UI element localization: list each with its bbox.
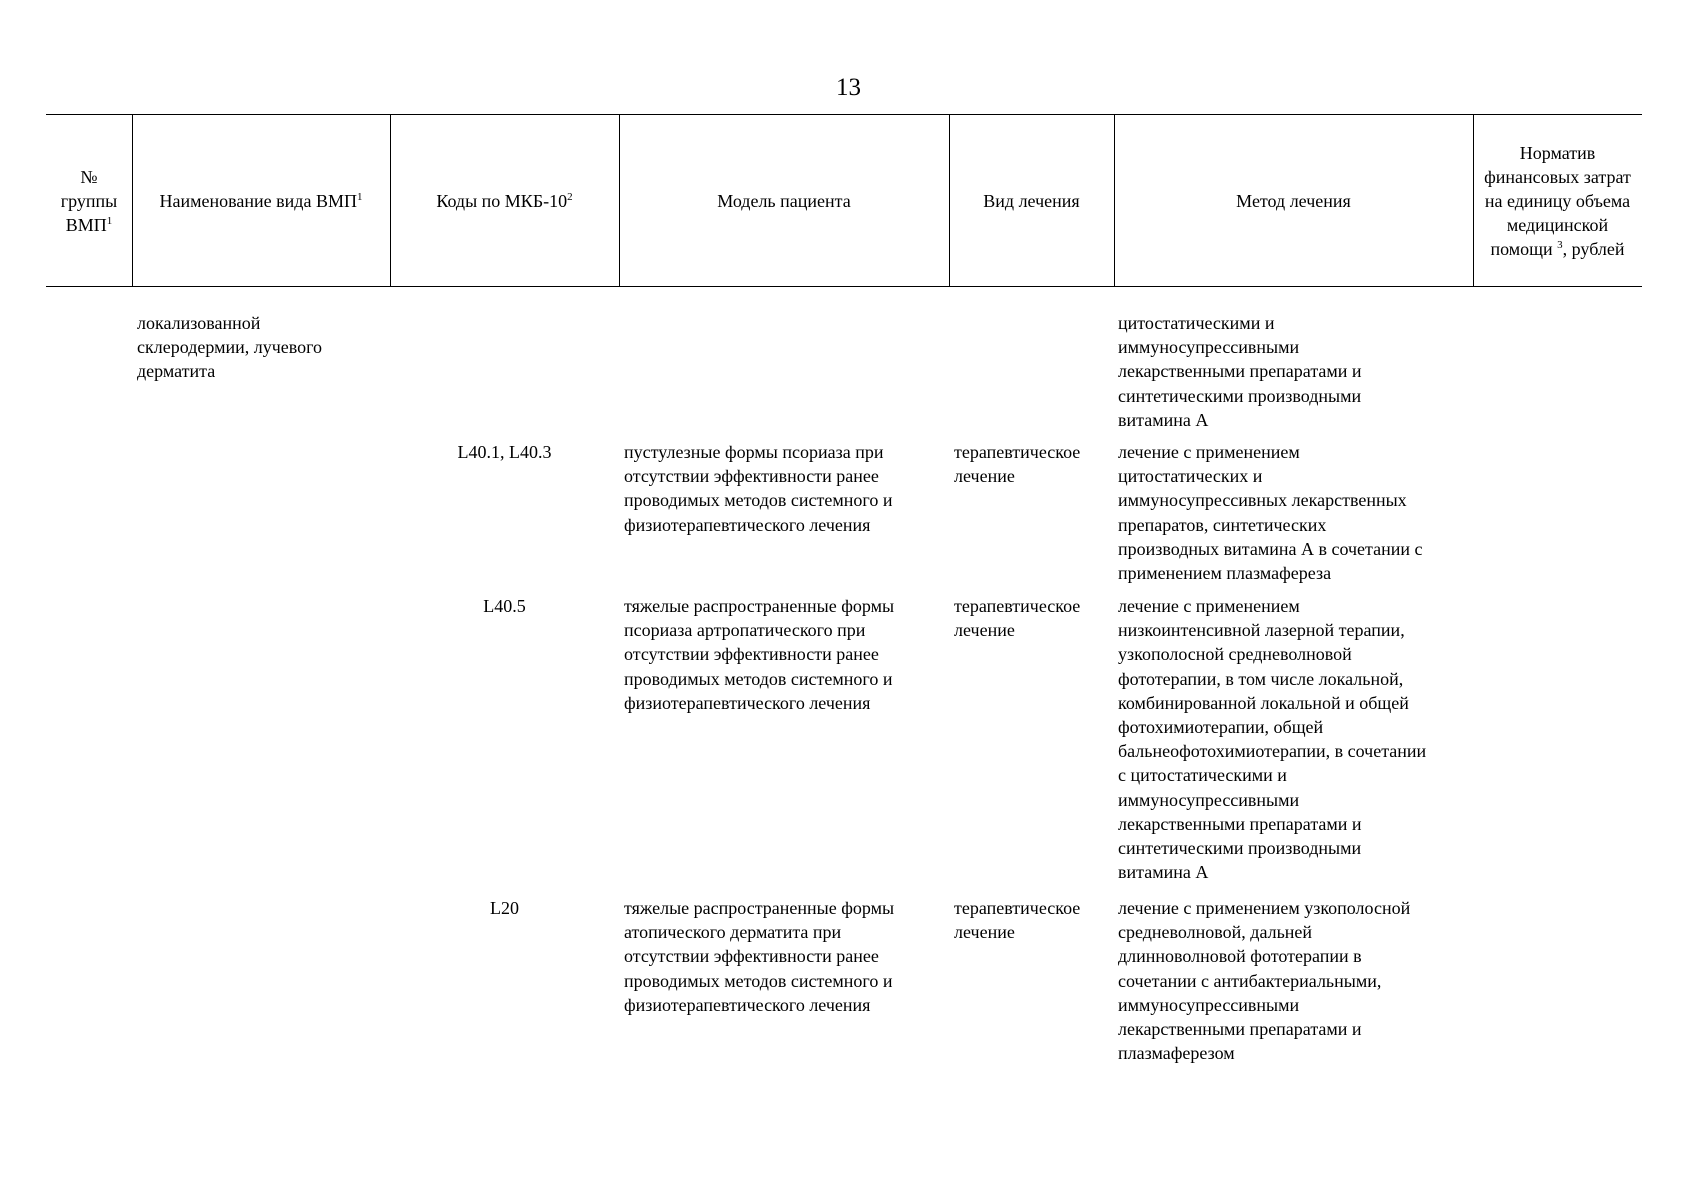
header-treatment-type: Вид лечения: [983, 190, 1080, 211]
treatment-type-cell: терапевтическое лечение: [954, 898, 1081, 943]
method-cell: лечение с применением цитостатических и иммуносупрессивных лекарственных препаратов, синтетических производных витамина А в сочетании с применением плазмафереза: [1118, 442, 1423, 584]
method-cell: лечение с применением узкополосной средневолновой, дальней длинноволновой фототерапии в сочетании с антибактериальными, иммуносупрессивными лекарственными препаратами и плазмаферезом: [1118, 898, 1411, 1064]
method-cell: цитостатическими и иммуносупрессивными лекарственными препаратами и синтетическими производными витамина А: [1118, 313, 1362, 430]
patient-model-cell: тяжелые распространенные формы атопического дерматита при отсутствии эффективности ранее проводимых методов системного и физиотерапевтического лечения: [624, 898, 895, 1015]
header-patient-model: Модель пациента: [717, 190, 851, 211]
treatment-type-cell: терапевтическое лечение: [954, 442, 1081, 487]
icd-code-cell: L40.5: [483, 596, 526, 616]
table-header: [46, 114, 1642, 287]
patient-model-cell: тяжелые распространенные формы псориаза артропатического при отсутствии эффективности ранее проводимых методов системного и физиотерапевтического лечения: [624, 596, 895, 713]
icd-code-cell: L40.1, L40.3: [457, 442, 552, 462]
header-icd-codes: Коды по МКБ-$10^2$: [436, 190, 573, 211]
header-vmp-name: Наименование вида ВМП$^1$: [159, 190, 363, 211]
header-cost-norm: Норматив финансовых затрат на единицу объема медицинской помощи $^3$, рублей: [1484, 142, 1631, 259]
vmp-name-cell: локализованной склеродермии, лучевого дерматита: [137, 313, 323, 382]
page-number: 13: [836, 74, 861, 101]
header-group-number: № группы ВМП$^1$: [60, 166, 118, 235]
header-treatment-method: Метод лечения: [1236, 190, 1351, 211]
treatment-type-cell: терапевтическое лечение: [954, 596, 1081, 641]
patient-model-cell: пустулезные формы псориаза при отсутствии эффективности ранее проводимых методов системного и физиотерапевтического лечения: [624, 442, 893, 535]
icd-code-cell: L20: [490, 898, 519, 918]
method-cell: лечение с применением низкоинтенсивной лазерной терапии, узкополосной средневолновой фототерапии, в том числе локальной, комбинированной локальной и общей фотохимиотерапии, общей бальнеофотохимиотерапии, в сочетании с цитостатическими и иммуносупрессивными лекарственными препаратами и синтетическими производными витамина А: [1118, 596, 1427, 883]
